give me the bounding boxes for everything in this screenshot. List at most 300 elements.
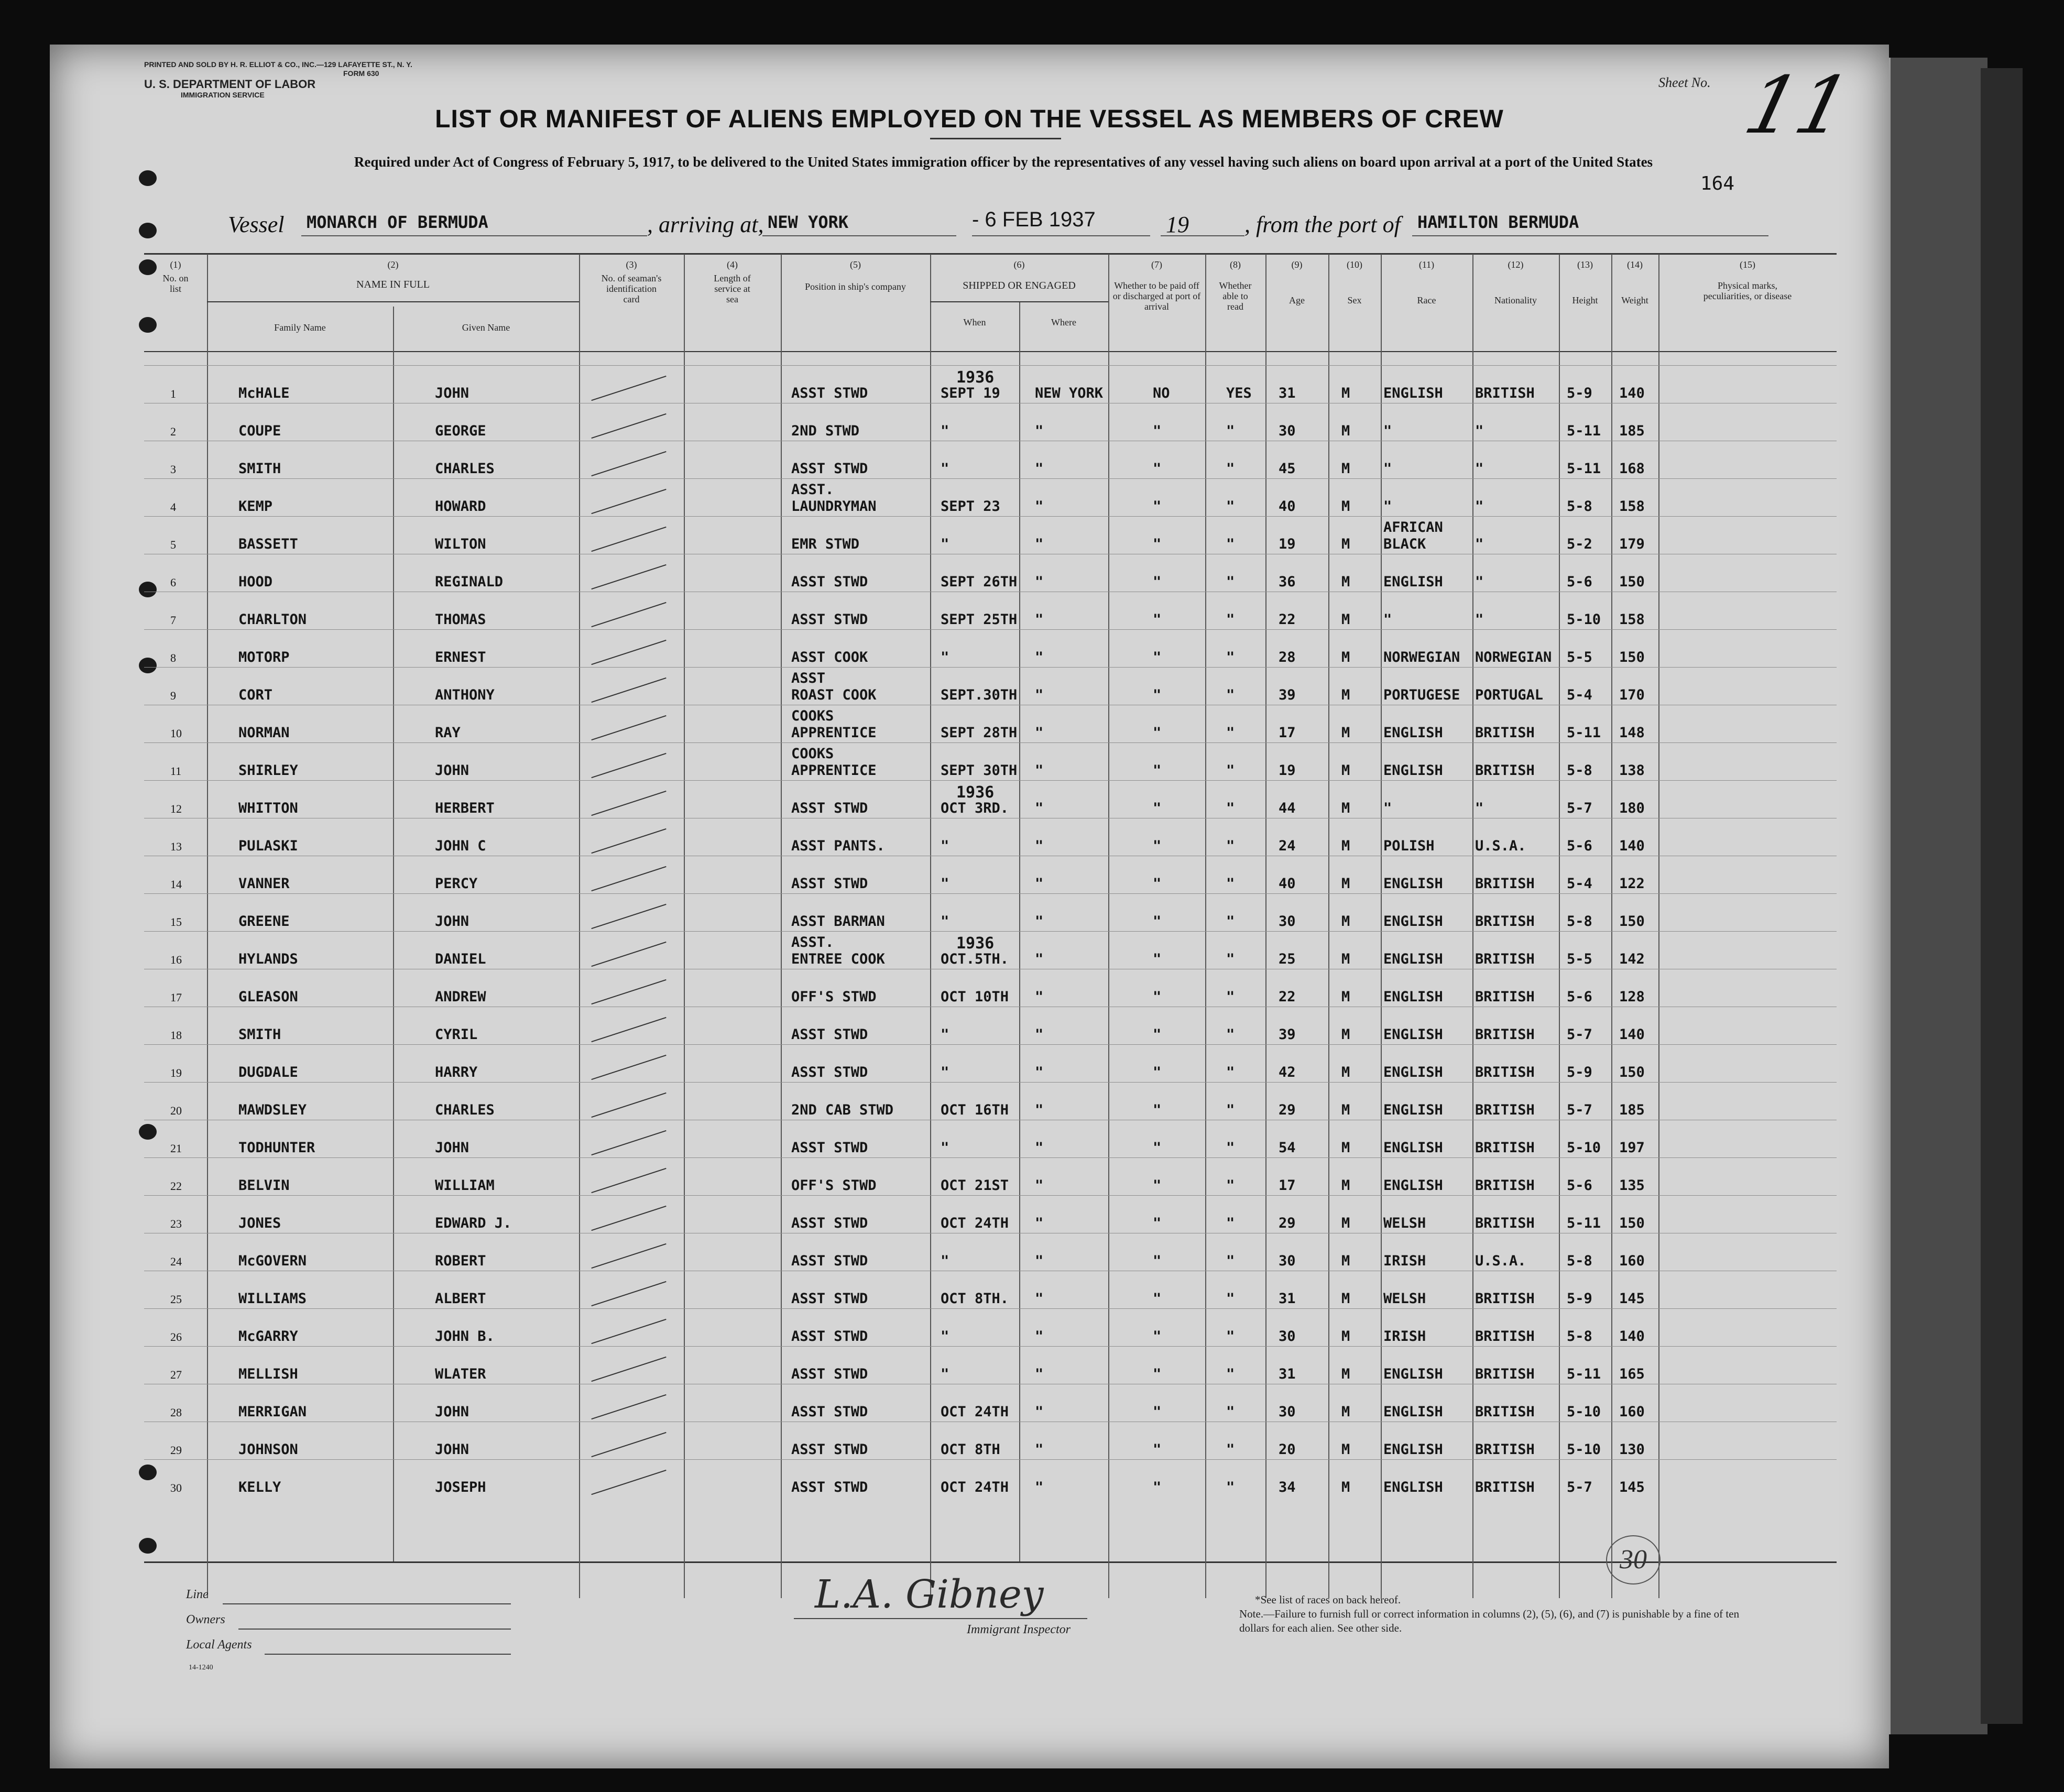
cell-given-name: PERCY <box>435 876 478 892</box>
cell-paid-off: " <box>1153 1253 1162 1269</box>
column-header-shipped: (6) SHIPPED OR ENGAGED <box>963 259 1076 291</box>
cell-given-name: REGINALD <box>435 574 504 590</box>
cell-shipped-where: " <box>1035 687 1044 703</box>
column-header-family-name: Family Name <box>274 322 326 333</box>
cell-sex: M <box>1341 1064 1350 1080</box>
cell-shipped-where: " <box>1035 1328 1044 1345</box>
cell-sex: M <box>1341 385 1350 401</box>
cell-family-name: KELLY <box>238 1479 281 1495</box>
manifest-page <box>50 45 1889 1768</box>
cell-height: 5-7 <box>1567 1479 1592 1495</box>
cell-race: BLACK <box>1383 536 1426 552</box>
cell-race: IRISH <box>1383 1328 1426 1345</box>
cell-paid-off: " <box>1153 498 1162 515</box>
cell-paid-off: " <box>1153 951 1162 967</box>
arrival-port: NEW YORK <box>768 212 849 232</box>
cell-shipped-where: " <box>1035 762 1044 779</box>
cell-shipped-where: " <box>1035 1404 1044 1420</box>
cell-sex: M <box>1341 838 1350 854</box>
cell-height: 5-7 <box>1567 1026 1592 1043</box>
cell-sex: M <box>1341 989 1350 1005</box>
cell-family-name: HOOD <box>238 574 273 590</box>
column-header-physical-marks: (15) Physical marks, peculiarities, or disease <box>1703 259 1792 301</box>
cell-row-number: 3 <box>170 463 176 476</box>
subheader-line-name <box>207 301 579 302</box>
cell-height: 5-8 <box>1567 1328 1592 1345</box>
cell-shipped-when: SEPT 28TH <box>941 725 1018 741</box>
cell-nationality: BRITISH <box>1475 951 1535 967</box>
cell-shipped-where: " <box>1035 1064 1044 1080</box>
cell-height: 5-11 <box>1567 725 1601 741</box>
cell-able-to-read: " <box>1226 1366 1235 1382</box>
cell-sex: M <box>1341 913 1350 930</box>
form-code: 14-1240 <box>189 1664 213 1671</box>
arriving-label: , arriving at, <box>647 212 764 237</box>
cell-sex: M <box>1341 574 1350 590</box>
cell-shipped-where: " <box>1035 498 1044 515</box>
cell-height: 5-6 <box>1567 838 1592 854</box>
cell-age: 31 <box>1279 1366 1296 1382</box>
cell-race: ENGLISH <box>1383 385 1443 401</box>
binder-hole <box>139 1538 157 1554</box>
cell-position: ASST STWD <box>791 1140 868 1156</box>
cell-shipped-when: OCT 21ST <box>941 1177 1009 1194</box>
cell-height: 5-5 <box>1567 649 1592 665</box>
cell-shipped-when: OCT.5TH. <box>941 951 1009 967</box>
cell-nationality: BRITISH <box>1475 1064 1535 1080</box>
column-header-height: (13) Height <box>1572 259 1598 305</box>
cell-position-upper-line: ASST. <box>791 482 834 498</box>
cell-height: 5-8 <box>1567 1253 1592 1269</box>
cell-shipped-when: OCT 3RD. <box>941 800 1009 816</box>
cell-shipped-where: NEW YORK <box>1035 385 1104 401</box>
cell-height: 5-7 <box>1567 1102 1592 1118</box>
cell-row-number: 30 <box>170 1481 182 1494</box>
cell-family-name: SMITH <box>238 461 281 477</box>
cell-weight: 158 <box>1619 611 1645 628</box>
cell-able-to-read: YES <box>1226 385 1252 401</box>
cell-sex: M <box>1341 1102 1350 1118</box>
cell-position: ASST STWD <box>791 1479 868 1495</box>
cell-nationality: " <box>1475 423 1484 439</box>
cell-able-to-read: " <box>1226 838 1235 854</box>
cell-race: POLISH <box>1383 838 1435 854</box>
from-port-label: , from the port of <box>1244 212 1401 237</box>
cell-row-number: 12 <box>170 802 182 815</box>
cell-row-number: 25 <box>170 1293 182 1306</box>
cell-able-to-read: " <box>1226 1441 1235 1458</box>
cell-family-name: DUGDALE <box>238 1064 298 1080</box>
column-header-given-name: Given Name <box>462 322 510 333</box>
cell-given-name: RAY <box>435 725 461 741</box>
cell-sex: M <box>1341 461 1350 477</box>
cell-family-name: BASSETT <box>238 536 298 552</box>
cell-paid-off: " <box>1153 800 1162 816</box>
cell-given-name: EDWARD J. <box>435 1215 512 1231</box>
cell-position: ASST STWD <box>791 461 868 477</box>
cell-age: 30 <box>1279 1404 1296 1420</box>
column-header-paid-off: (7) Whether to be paid off or discharged at port of arrival <box>1112 259 1201 312</box>
cell-able-to-read: " <box>1226 1404 1235 1420</box>
cell-weight: 150 <box>1619 1215 1645 1231</box>
column-header-position: (5) Position in ship's company <box>805 259 906 292</box>
cell-given-name: ROBERT <box>435 1253 486 1269</box>
cell-nationality: NORWEGIAN <box>1475 649 1552 665</box>
cell-nationality: BRITISH <box>1475 1215 1535 1231</box>
cell-shipped-when: " <box>941 649 949 665</box>
column-header-no: (1) No. on list <box>162 259 189 294</box>
cell-paid-off: " <box>1153 1140 1162 1156</box>
cell-height: 5-2 <box>1567 536 1592 552</box>
cell-weight: 145 <box>1619 1479 1645 1495</box>
cell-age: 30 <box>1279 913 1296 930</box>
form-header-block <box>144 60 438 100</box>
cell-paid-off: " <box>1153 989 1162 1005</box>
cell-row-number: 8 <box>170 651 176 664</box>
cell-height: 5-6 <box>1567 1177 1592 1194</box>
column-header-age: (9) Age <box>1289 259 1305 305</box>
cell-age: 44 <box>1279 800 1296 816</box>
cell-given-name: JOSEPH <box>435 1479 486 1495</box>
cell-shipped-when: " <box>941 1140 949 1156</box>
cell-race: WELSH <box>1383 1291 1426 1307</box>
cell-race: ENGLISH <box>1383 913 1443 930</box>
cell-row-number: 10 <box>170 727 182 740</box>
cell-position: ENTREE COOK <box>791 951 885 967</box>
cell-nationality: BRITISH <box>1475 1441 1535 1458</box>
cell-shipped-where: " <box>1035 1177 1044 1194</box>
cell-height: 5-6 <box>1567 989 1592 1005</box>
cell-sex: M <box>1341 1177 1350 1194</box>
cell-given-name: JOHN B. <box>435 1328 495 1345</box>
cell-position: APPRENTICE <box>791 762 877 779</box>
cell-able-to-read: " <box>1226 989 1235 1005</box>
cell-age: 31 <box>1279 385 1296 401</box>
cell-family-name: GREENE <box>238 913 290 930</box>
cell-shipped-where: " <box>1035 649 1044 665</box>
cell-family-name: MOTORP <box>238 649 290 665</box>
cell-able-to-read: " <box>1226 498 1235 515</box>
cell-family-name: PULASKI <box>238 838 298 854</box>
cell-sex: M <box>1341 1253 1350 1269</box>
cell-position: ASST STWD <box>791 611 868 628</box>
cell-shipped-where: " <box>1035 423 1044 439</box>
cell-nationality: U.S.A. <box>1475 838 1526 854</box>
cell-row-number: 13 <box>170 840 182 853</box>
cell-sex: M <box>1341 536 1350 552</box>
cell-paid-off: " <box>1153 1404 1162 1420</box>
cell-race: ENGLISH <box>1383 1026 1443 1043</box>
cell-shipped-when: OCT 24TH <box>941 1215 1009 1231</box>
cell-weight: 160 <box>1619 1253 1645 1269</box>
cell-sex: M <box>1341 951 1350 967</box>
cell-paid-off: " <box>1153 1215 1162 1231</box>
cell-nationality: BRITISH <box>1475 1026 1535 1043</box>
cell-paid-off: " <box>1153 1102 1162 1118</box>
cell-sex: M <box>1341 1441 1350 1458</box>
cell-shipped-where: " <box>1035 725 1044 741</box>
line-label: Line <box>186 1588 209 1601</box>
title-underline <box>930 138 1061 139</box>
cell-nationality: BRITISH <box>1475 1404 1535 1420</box>
cell-family-name: WHITTON <box>238 800 298 816</box>
column-header-when: When <box>963 317 986 327</box>
cell-weight: 128 <box>1619 989 1645 1005</box>
cell-age: 19 <box>1279 762 1296 779</box>
cell-nationality: BRITISH <box>1475 1479 1535 1495</box>
cell-age: 36 <box>1279 574 1296 590</box>
cell-row-number: 18 <box>170 1029 182 1042</box>
cell-paid-off: " <box>1153 762 1162 779</box>
cell-age: 22 <box>1279 989 1296 1005</box>
cell-position: OFF'S STWD <box>791 1177 877 1194</box>
cell-age: 20 <box>1279 1441 1296 1458</box>
cell-race: IRISH <box>1383 1253 1426 1269</box>
cell-weight: 185 <box>1619 423 1645 439</box>
cell-shipped-when: OCT 24TH <box>941 1479 1009 1495</box>
cell-sex: M <box>1341 1026 1350 1043</box>
cell-able-to-read: " <box>1226 800 1235 816</box>
cell-family-name: HYLANDS <box>238 951 298 967</box>
cell-sex: M <box>1341 1291 1350 1307</box>
cell-paid-off: " <box>1153 1366 1162 1382</box>
cell-weight: 150 <box>1619 574 1645 590</box>
cell-race: ENGLISH <box>1383 1441 1443 1458</box>
cell-shipped-where: " <box>1035 1441 1044 1458</box>
cell-sex: M <box>1341 762 1350 779</box>
cell-position: ASST STWD <box>791 574 868 590</box>
cell-given-name: GEORGE <box>435 423 486 439</box>
races-note: *See list of races on back hereof. <box>1255 1593 1401 1606</box>
cell-given-name: DANIEL <box>435 951 486 967</box>
binder-hole <box>139 170 157 186</box>
cell-position-upper-line: COOKS <box>791 708 834 724</box>
cell-nationality: BRITISH <box>1475 1177 1535 1194</box>
cell-given-name: CYRIL <box>435 1026 478 1043</box>
cell-paid-off: " <box>1153 1479 1162 1495</box>
cell-shipped-where: " <box>1035 1479 1044 1495</box>
cell-nationality: " <box>1475 574 1484 590</box>
cell-sex: M <box>1341 1215 1350 1231</box>
cell-age: 25 <box>1279 951 1296 967</box>
cell-row-number: 19 <box>170 1066 182 1079</box>
cell-age: 24 <box>1279 838 1296 854</box>
cell-height: 5-6 <box>1567 574 1592 590</box>
column-header-service: (4) Length of service at sea <box>714 259 751 304</box>
cell-age: 39 <box>1279 687 1296 703</box>
cell-shipped-when: SEPT 30TH <box>941 762 1018 779</box>
binding-edge <box>1981 68 2023 1724</box>
cell-able-to-read: " <box>1226 574 1235 590</box>
cell-shipped-when: " <box>941 913 949 930</box>
cell-shipped-when: " <box>941 536 949 552</box>
cell-able-to-read: " <box>1226 913 1235 930</box>
cell-paid-off: NO <box>1153 385 1170 401</box>
cell-given-name: ERNEST <box>435 649 486 665</box>
cell-nationality: " <box>1475 611 1484 628</box>
cell-weight: 158 <box>1619 498 1645 515</box>
cell-family-name: JONES <box>238 1215 281 1231</box>
page-edge <box>1886 58 1987 1734</box>
cell-row-number: 15 <box>170 915 182 928</box>
cell-race: ENGLISH <box>1383 1177 1443 1194</box>
cell-sex: M <box>1341 1479 1350 1495</box>
cell-age: 22 <box>1279 611 1296 628</box>
cell-nationality: " <box>1475 800 1484 816</box>
form-number: FORM 630 <box>343 69 379 78</box>
cell-row-number: 17 <box>170 991 182 1004</box>
cell-weight: 160 <box>1619 1404 1645 1420</box>
cell-position: ASST STWD <box>791 1026 868 1043</box>
cell-able-to-read: " <box>1226 1479 1235 1495</box>
cell-row-number: 24 <box>170 1255 182 1268</box>
table-header-border <box>144 351 1837 352</box>
cell-sex: M <box>1341 498 1350 515</box>
cell-paid-off: " <box>1153 649 1162 665</box>
cell-weight: 130 <box>1619 1441 1645 1458</box>
column-header-race: (11) Race <box>1417 259 1436 305</box>
cell-sex: M <box>1341 725 1350 741</box>
cell-position: ASST STWD <box>791 1291 868 1307</box>
cell-age: 45 <box>1279 461 1296 477</box>
cell-able-to-read: " <box>1226 1253 1235 1269</box>
cell-weight: 142 <box>1619 951 1645 967</box>
cell-height: 5-10 <box>1567 1140 1601 1156</box>
cell-weight: 170 <box>1619 687 1645 703</box>
cell-family-name: VANNER <box>238 876 290 892</box>
cell-height: 5-8 <box>1567 498 1592 515</box>
page-subtitle: Required under Act of Congress of February 5, 1917, to be delivered to the United States immigration officer by the representatives of any vessel having such aliens on board upon arrival at a port of the United States <box>354 154 1653 170</box>
subheader-line-shipped <box>930 301 1108 302</box>
cell-paid-off: " <box>1153 574 1162 590</box>
cell-age: 42 <box>1279 1064 1296 1080</box>
cell-paid-off: " <box>1153 1328 1162 1345</box>
cell-shipped-year-note: 1936 <box>956 368 995 387</box>
cell-position-upper-line: ASST <box>791 670 826 686</box>
cell-shipped-when: " <box>941 1253 949 1269</box>
cell-weight: 140 <box>1619 1026 1645 1043</box>
cell-able-to-read: " <box>1226 1328 1235 1345</box>
sheet-number-label: Sheet No. <box>1658 75 1711 90</box>
cell-family-name: McGOVERN <box>238 1253 307 1269</box>
cell-row-number: 2 <box>170 425 176 438</box>
cell-shipped-where: " <box>1035 1102 1044 1118</box>
cell-given-name: ANTHONY <box>435 687 495 703</box>
cell-family-name: McGARRY <box>238 1328 298 1345</box>
cell-weight: 122 <box>1619 876 1645 892</box>
cell-shipped-when: " <box>941 876 949 892</box>
cell-position: OFF'S STWD <box>791 989 877 1005</box>
cell-row-number: 11 <box>170 764 182 778</box>
cell-position: ASST STWD <box>791 1404 868 1420</box>
cell-age: 28 <box>1279 649 1296 665</box>
cell-weight: 140 <box>1619 838 1645 854</box>
cell-able-to-read: " <box>1226 951 1235 967</box>
cell-race: " <box>1383 800 1392 816</box>
cell-row-number: 21 <box>170 1142 182 1155</box>
cell-height: 5-10 <box>1567 1441 1601 1458</box>
cell-shipped-where: " <box>1035 876 1044 892</box>
cell-shipped-year-note: 1936 <box>956 783 995 802</box>
cell-row-number: 28 <box>170 1406 182 1419</box>
cell-able-to-read: " <box>1226 423 1235 439</box>
cell-race: ENGLISH <box>1383 1404 1443 1420</box>
cell-age: 17 <box>1279 725 1296 741</box>
cell-given-name: JOHN C <box>435 838 486 854</box>
cell-shipped-when: SEPT 19 <box>941 385 1000 401</box>
cell-height: 5-9 <box>1567 1291 1592 1307</box>
cell-nationality: " <box>1475 461 1484 477</box>
cell-sex: M <box>1341 649 1350 665</box>
cell-position-upper-line: ASST. <box>791 934 834 950</box>
vessel-line <box>50 207 1889 238</box>
cell-able-to-read: " <box>1226 461 1235 477</box>
cell-weight: 165 <box>1619 1366 1645 1382</box>
cell-shipped-where: " <box>1035 1253 1044 1269</box>
cell-position: ASST STWD <box>791 1441 868 1458</box>
cell-shipped-when: " <box>941 1026 949 1043</box>
cell-height: 5-11 <box>1567 423 1601 439</box>
column-header-weight: (14) Weight <box>1621 259 1648 305</box>
cell-sex: M <box>1341 423 1350 439</box>
cell-race: ENGLISH <box>1383 989 1443 1005</box>
cell-sex: M <box>1341 1140 1350 1156</box>
cell-able-to-read: " <box>1226 611 1235 628</box>
cell-family-name: NORMAN <box>238 725 290 741</box>
cell-weight: 150 <box>1619 1064 1645 1080</box>
cell-weight: 138 <box>1619 762 1645 779</box>
column-header-sex: (10) Sex <box>1347 259 1362 305</box>
year-label: 19 <box>1166 212 1189 237</box>
stamped-number: 164 <box>1700 173 1735 194</box>
cell-paid-off: " <box>1153 461 1162 477</box>
cell-paid-off: " <box>1153 725 1162 741</box>
cell-race: " <box>1383 498 1392 515</box>
cell-height: 5-11 <box>1567 1215 1601 1231</box>
cell-able-to-read: " <box>1226 1026 1235 1043</box>
cell-weight: 150 <box>1619 913 1645 930</box>
column-header-where: Where <box>1051 317 1076 327</box>
inspector-signature: L.A. Gibney <box>815 1572 1044 1617</box>
circled-total: 30 <box>1606 1535 1661 1585</box>
cell-race: " <box>1383 423 1392 439</box>
service-name: IMMIGRATION SERVICE <box>181 91 265 99</box>
cell-weight: 197 <box>1619 1140 1645 1156</box>
cell-position: ASST STWD <box>791 800 868 816</box>
cell-nationality: BRITISH <box>1475 913 1535 930</box>
cell-position: ASST COOK <box>791 649 868 665</box>
cell-row-number: 9 <box>170 689 176 702</box>
cell-paid-off: " <box>1153 876 1162 892</box>
cell-paid-off: " <box>1153 1177 1162 1194</box>
cell-nationality: PORTUGAL <box>1475 687 1544 703</box>
cell-given-name: JOHN <box>435 1140 469 1156</box>
cell-row-number: 23 <box>170 1217 182 1230</box>
cell-given-name: CHARLES <box>435 1102 495 1118</box>
cell-nationality: BRITISH <box>1475 1291 1535 1307</box>
cell-able-to-read: " <box>1226 876 1235 892</box>
cell-sex: M <box>1341 1328 1350 1345</box>
cell-family-name: KEMP <box>238 498 273 515</box>
cell-position: ASST STWD <box>791 385 868 401</box>
cell-race: " <box>1383 611 1392 628</box>
cell-given-name: ALBERT <box>435 1291 486 1307</box>
cell-given-name: JOHN <box>435 913 469 930</box>
cell-sex: M <box>1341 687 1350 703</box>
printer-line: PRINTED AND SOLD BY H. R. ELLIOT & CO., INC.—129 LAFAYETTE ST., N. Y. <box>144 60 412 69</box>
cell-paid-off: " <box>1153 687 1162 703</box>
cell-shipped-when: " <box>941 1366 949 1382</box>
